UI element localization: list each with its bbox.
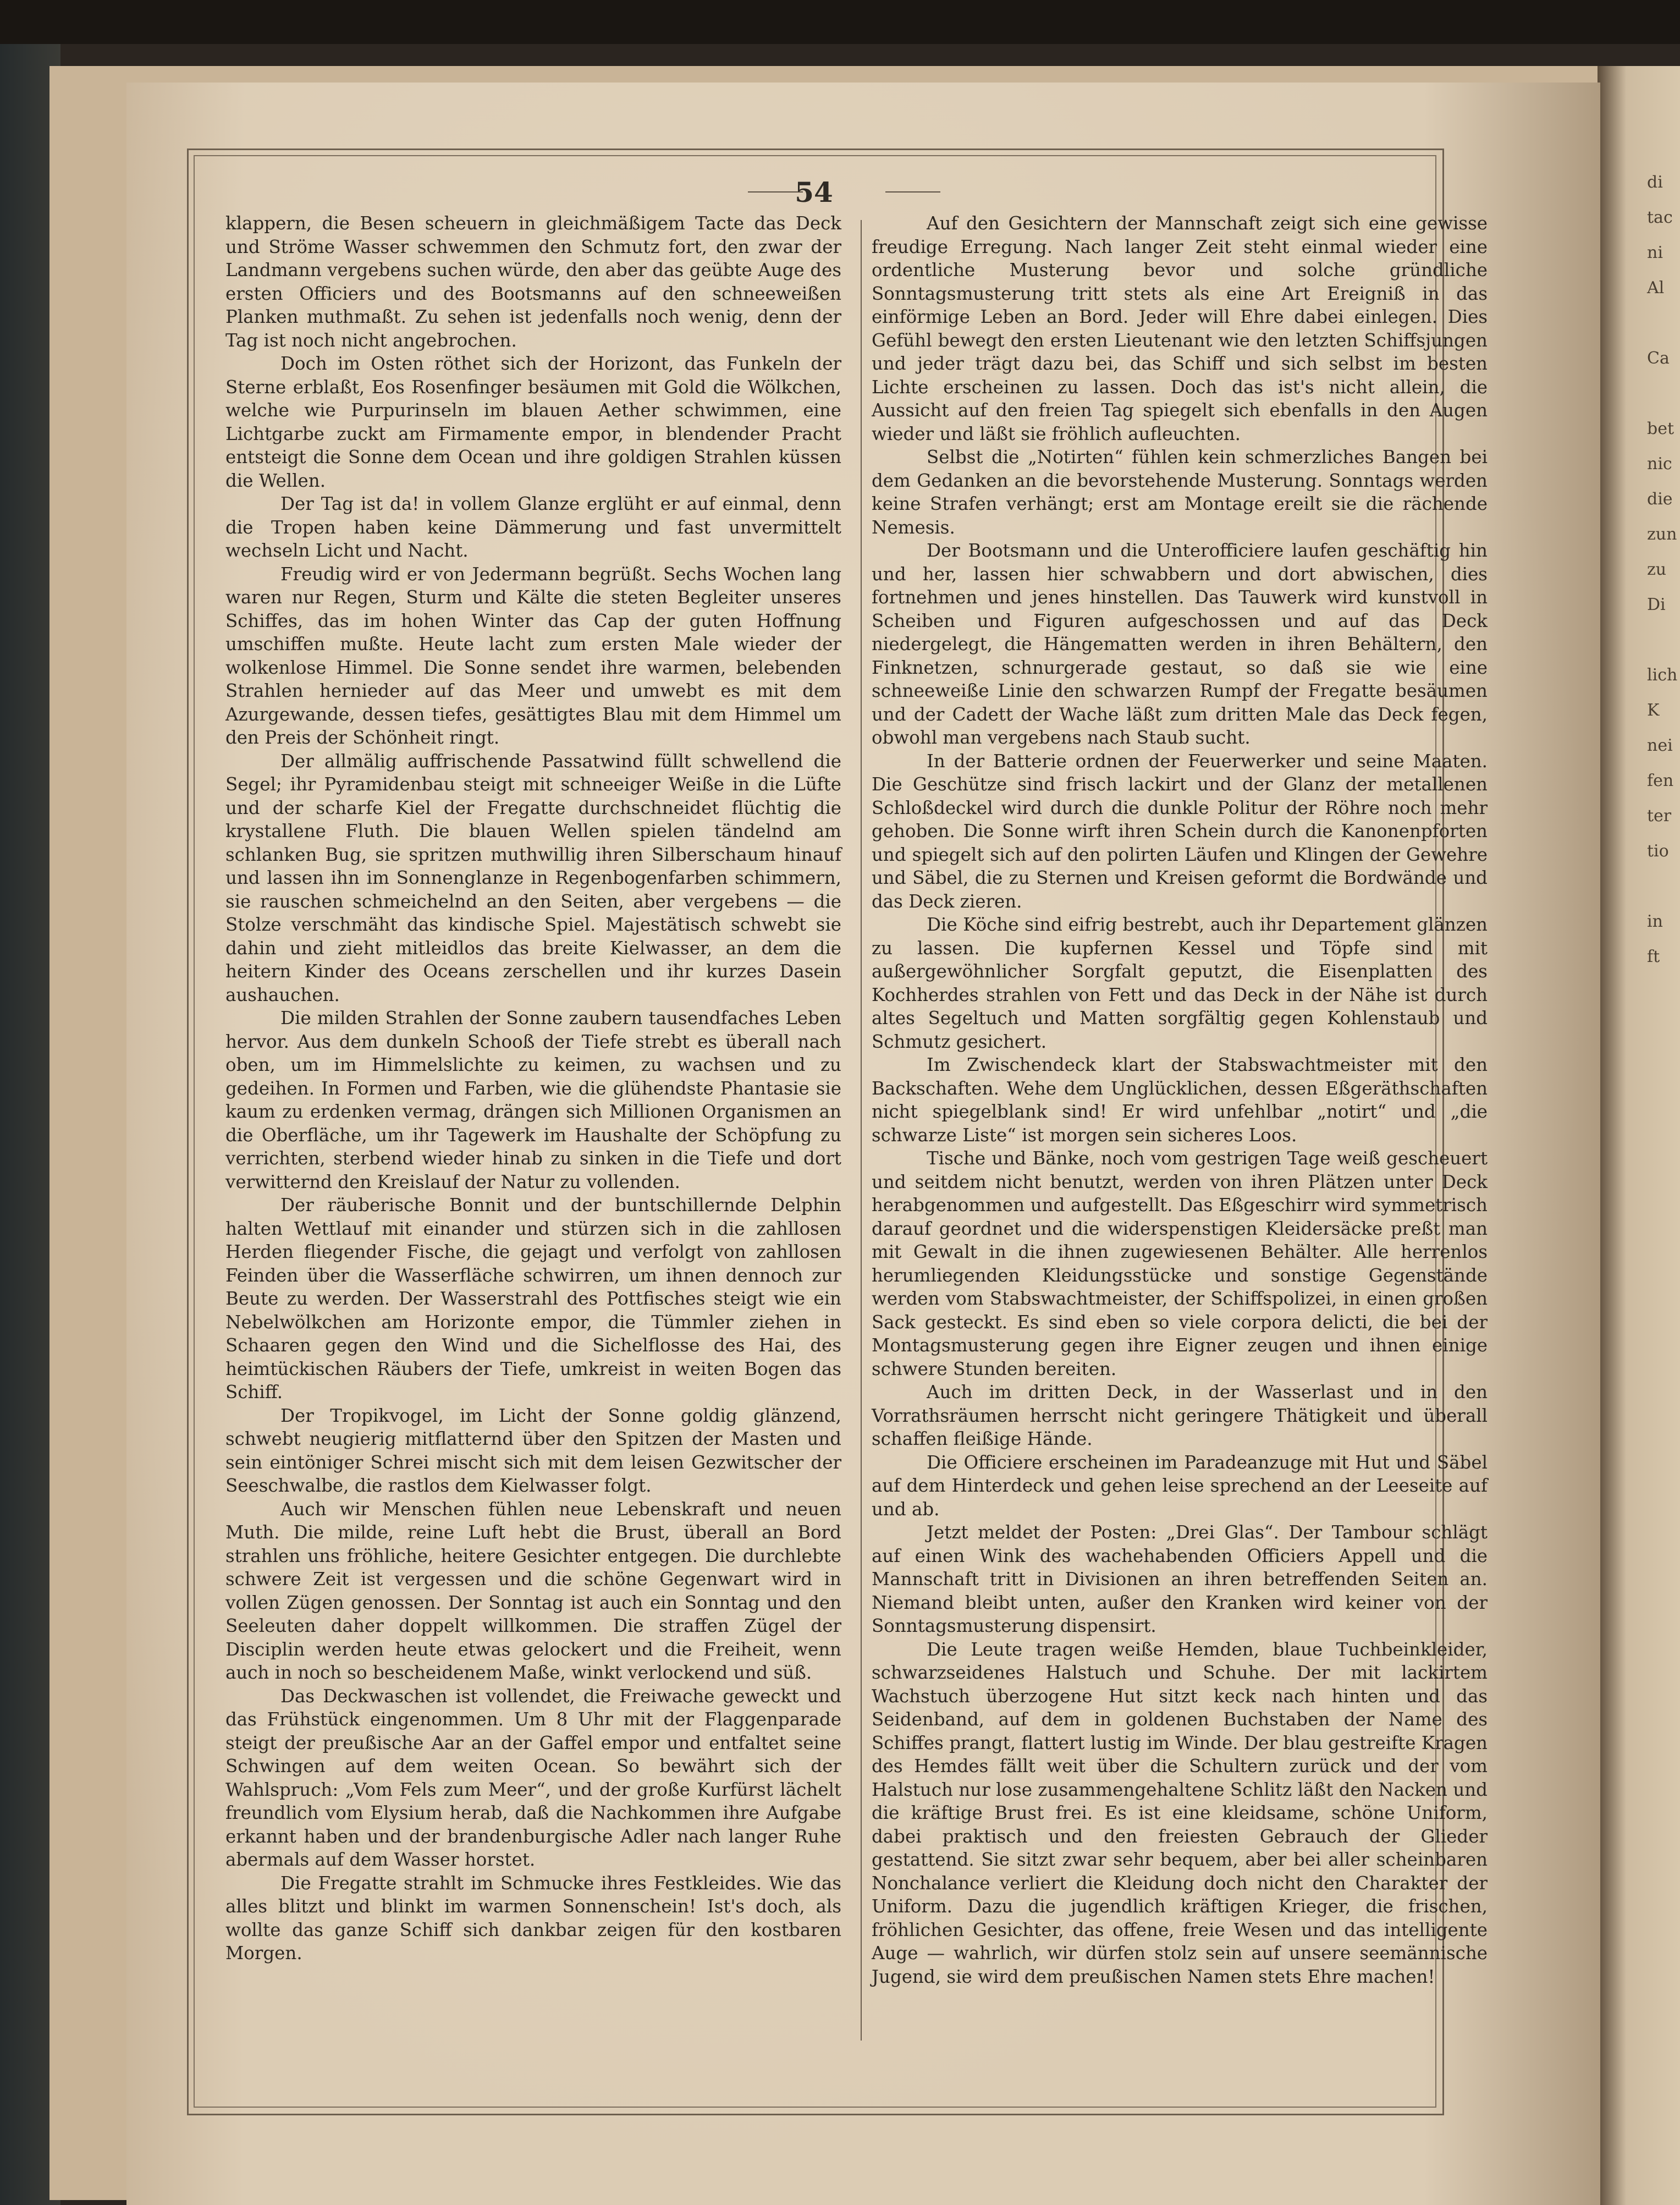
paragraph: In der Batterie ordnen der Feuerwerker und seine Maaten. Die Geschütze sind frisch lackirt und der Glanz der metallenen Schloßdeckel wird durch die dunkle Politur der Röhre noch mehr gehoben. Die Sonne wirft ihren Schein durch die Kanonenpforten und spiegelt sich auf den polirten Läufen und Klingen der Gewehre und Säbel, die zu Sternen und Kreisen geformt die Bordwände und das Deck zieren. — [872, 750, 1488, 912]
paragraph: Der Bootsmann und die Unterofficiere laufen geschäftig hin und her, lassen hier schwabbern und dort abwischen, dies fortnehmen und jenes hinstellen. Das Tauwerk wird kunstvoll in Scheiben und Figuren aufgeschossen und auf das Deck niedergelegt, die Hängematten werden in ihren Behältern, den Finknetzen, schnurgerade gestaut, so daß sie wie eine schneeweiße Linie den schwarzen Rumpf der Fregatte besäumen und der Cadett der Wache läßt zum dritten Male das Deck fegen, obwohl man vergebens nach Staub sucht. — [872, 540, 1488, 748]
left-column — [225, 212, 841, 1965]
paragraph: Das Deckwaschen ist vollendet, die Freiwache geweckt und das Frühstück eingenommen. Um 8 Uhr mit der Flaggenparade steigt der preußische Aar an der Gaffel empor und entfaltet seine Schwingen auf dem weiten Ocean. So bewährt sich der Wahlspruch: „Vom Fels zum Meer“, und der große Kurfürst lächelt freundlich vom Elysium herab, daß die Nachkommen ihre Aufgabe erkannt haben und der brandenburgische Adler nach langer Ruhe abermals auf dem Wasser horstet. — [225, 1685, 841, 1870]
paragraph: Der Tropikvogel, im Licht der Sonne goldig glänzend, schwebt neugierig mitflatternd über den Spitzen der Masten und sein eintöniger Schrei mischt sich mit dem leisen Gezwitscher der Seeschwalbe, die rastlos dem Kielwasser folgt. — [225, 1405, 841, 1496]
paragraph: klappern, die Besen scheuern in gleichmäßigem Tacte das Deck und Ströme Wasser schwemmen den Schmutz fort, den zwar der Landmann vergebens suchen würde, den aber das geübte Auge des ersten Officiers und des Bootsmanns auf den schneeweißen Planken muthmaßt. Zu sehen ist jedenfalls noch wenig, denn der Tag ist noch nicht angebrochen. — [225, 213, 841, 351]
paragraph: Tische und Bänke, noch vom gestrigen Tage weiß gescheuert und seitdem nicht benutzt, werden von ihren Plätzen unter Deck herabgenommen und aufgestellt. Das Eßgeschirr wird symmetrisch darauf geordnet und die widerspenstigen Kleidersäcke preßt man mit Gewalt in die ihnen zugewiesenen Behälter. Alle herrenlos herumliegenden Kleidungsstücke und sonstige Gegenstände werden vom Stabswachtmeister, der Schiffspolizei, in einen großen Sack gesteckt. Es sind eben so viele corpora delicti, die bei der Montagsmusterung gegen ihre Eigner zeugen und ihnen einige schwere Stunden bereiten. — [872, 1148, 1488, 1379]
paragraph: Auf den Gesichtern der Mannschaft zeigt sich eine gewisse freudige Erregung. Nach langer Zeit steht einmal wieder eine ordentliche Musterung bevor und solche gründliche Sonntagsmusterung tritt stets als eine Art Ereigniß in das einförmige Leben an Bord. Jeder will Ehre dabei einlegen. Dies Gefühl bewegt den ersten Lieutenant wie den letzten Schiffsjungen und jeder trägt dazu bei, das Schiff und sich selbst im besten Lichte erscheinen zu lassen. Doch das ist's nicht allein, die Aussicht auf den freien Tag spiegelt sich ebenfalls in den Augen wieder und läßt sie fröhlich aufleuchten. — [872, 213, 1488, 444]
paragraph: Die Köche sind eifrig bestrebt, auch ihr Departement glänzen zu lassen. Die kupfernen Kessel und Töpfe sind mit außergewöhnlicher Sorgfalt geputzt, die Eisenplatten des Kochherdes strahlen von Fett und das Deck in der Nähe ist durch altes Segeltuch und Matten sorgfältig gegen Kohlenstaub und Schmutz gesichert. — [872, 914, 1488, 1052]
column-divider — [861, 220, 862, 2041]
paragraph: Jetzt meldet der Posten: „Drei Glas“. Der Tambour schlägt auf einen Wink des wachehabenden Officiers Appell und die Mannschaft tritt in Divisionen an ihren betreffenden Seiten an. Niemand bleibt unten, außer den Kranken wird keiner von der Sonntagsmusterung dispensirt. — [872, 1522, 1488, 1636]
paragraph: Doch im Osten röthet sich der Horizont, das Funkeln der Sterne erblaßt, Eos Rosenfinger besäumen mit Gold die Wölkchen, welche wie Purpurinseln im blauen Aether schwimmen, eine Lichtgarbe zuckt am Firmamente empor, in blendender Pracht entsteigt die Sonne dem Ocean und ihre goldigen Strahlen küssen die Wellen. — [225, 353, 841, 491]
paragraph: Der räuberische Bonnit und der buntschillernde Delphin halten Wettlauf mit einander und stürzen sich in die zahllosen Herden fliegender Fische, die gejagt und verfolgt von zahllosen Feinden über die Wasserfläche schwirren, um ihnen dennoch zur Beute zu werden. Der Wasserstrahl des Pottfisches steigt wie ein Nebelwölkchen am Horizonte empor, die Tümmler ziehen in Schaaren gegen den Wind und die Sichelflosse des Hai, des heimtückischen Räubers der Tiefe, umkreist in weiten Bogen das Schiff. — [225, 1195, 841, 1403]
paragraph: Die Fregatte strahlt im Schmucke ihres Festkleides. Wie das alles blitzt und blinkt im warmen Sonnenschein! Ist's doch, als wollte das ganze Schiff sich dankbar zeigen für den kostbaren Morgen. — [225, 1872, 841, 1964]
page-number-rule-right — [885, 191, 940, 193]
paragraph: Die Leute tragen weiße Hemden, blaue Tuchbeinkleider, schwarzseidenes Halstuch und Schuhe. Der mit lackirtem Wachstuch überzogene Hut sitzt keck nach hinten und das Seidenband, auf dem in goldenen Buchstaben der Name des Schiffes prangt, flattert lustig im Winde. Der blau gestreifte Kragen des Hemdes fällt weit über die Schultern zurück und der vom Halstuch nur lose zusammengehaltene Schlitz läßt den Nacken und die kräftige Brust frei. Es ist eine kleidsame, schöne Uniform, dabei praktisch und den freiesten Gebrauch der Glieder gestattend. Sie sitzt zwar sehr bequem, aber bei aller scheinbaren Nonchalance verliert die Kleidung doch nicht den Charakter der Uniform. Dazu die jugendlich kräftigen Krieger, die frischen, fröhlichen Gesichter, das offene, freie Wesen und das intelligente Auge — wahrlich, wir dürfen stolz sein auf unsere seemännische Jugend, sie wird dem preußischen Namen stets Ehre machen! — [872, 1638, 1488, 1987]
paragraph: Der Tag ist da! in vollem Glanze erglüht er auf einmal, denn die Tropen haben keine Dämmerung und fast unvermittelt wechseln Licht und Nacht. — [225, 493, 841, 561]
right-page-fragments: di tac ni Al Ca bet nic die zun zu Di lich K nei fen ter tio in ft — [1647, 173, 1678, 966]
paragraph: Die Officiere erscheinen im Paradeanzuge mit Hut und Säbel auf dem Hinterdeck und gehen leise sprechend an der Leeseite auf und ab. — [872, 1451, 1488, 1520]
page-number: 54 — [795, 176, 833, 208]
paragraph: Freudig wird er von Jedermann begrüßt. Sechs Wochen lang waren nur Regen, Sturm und Kälte die steten Begleiter unseres Schiffes, das im hohen Winter das Cap der guten Hoffnung umschiffen mußte. Heute lacht zum ersten Male wieder der wolkenlose Himmel. Die Sonne sendet ihre warmen, belebenden Strahlen hernieder auf das Meer und umwebt es mit dem Azurgewande, dessen tiefes, gesättigtes Blau mit dem Himmel um den Preis der Schönheit ringt. — [225, 563, 841, 748]
paragraph: Auch im dritten Deck, in der Wasserlast und in den Vorrathsräumen herrscht nicht geringere Thätigkeit und überall schaffen fleißige Hände. — [872, 1382, 1488, 1449]
right-column — [872, 212, 1488, 1988]
paragraph: Im Zwischendeck klart der Stabswachtmeister mit den Backschaften. Wehe dem Unglücklichen, dessen Eßgeräthschaften nicht spiegelblank sind! Er wird unfehlbar „notirt“ und „die schwarze Liste“ ist morgen sein sicheres Loos. — [872, 1054, 1488, 1146]
paragraph: Der allmälig auffrischende Passatwind füllt schwellend die Segel; ihr Pyramidenbau steigt mit schneeiger Weiße in die Lüfte und der scharfe Kiel der Fregatte durchschneidet flüchtig die krystallene Fluth. Die blauen Wellen spielen tändelnd am schlanken Bug, sie spritzen muthwillig ihren Silberschaum hinauf und lassen ihn im Sonnenglanze in Regenbogenfarben schimmern, sie rauschen schmeichelnd an den Seiten, aber vergebens — die Stolze verschmäht das kindische Spiel. Majestätisch schwebt sie dahin und zieht mitleidlos das breite Kielwasser, an dem die heitern Kinder des Oceans zerschellen und ihr kurzes Dasein aushauchen. — [225, 750, 841, 1005]
paragraph: Selbst die „Notirten“ fühlen kein schmerzliches Bangen bei dem Gedanken an die bevorstehende Musterung. Sonntags werden keine Strafen verhängt; erst am Montage ereilt sie die rächende Nemesis. — [872, 447, 1488, 538]
paragraph: Die milden Strahlen der Sonne zaubern tausendfaches Leben hervor. Aus dem dunkeln Schooß der Tiefe strebt es überall nach oben, um im Himmelslichte zu keimen, zu wachsen und zu gedeihen. In Formen und Farben, wie die glühendste Phantasie sie kaum zu erdenken vermag, drängen sich Millionen Organismen an die Oberfläche, um ihr Tagewerk im Haushalte der Schöpfung zu verrichten, sterbend wieder hinab zu sinken in die Tiefe und dort verwitternd den Kreislauf der Natur zu vollenden. — [225, 1008, 841, 1192]
paragraph: Auch wir Menschen fühlen neue Lebenskraft und neuen Muth. Die milde, reine Luft hebt die Brust, überall an Bord strahlen uns fröhliche, heitere Gesichter entgegen. Die durchlebte schwere Zeit ist vergessen und die schöne Gegenwart wird in vollen Zügen genossen. Der Sonntag ist auch ein Sonntag und den Seeleuten daher doppelt willkommen. Die straffen Zügel der Disciplin werden heute etwas gelockert und die Freiheit, wenn auch in noch so bescheidenem Maße, winkt verlockend und süß. — [225, 1498, 841, 1683]
